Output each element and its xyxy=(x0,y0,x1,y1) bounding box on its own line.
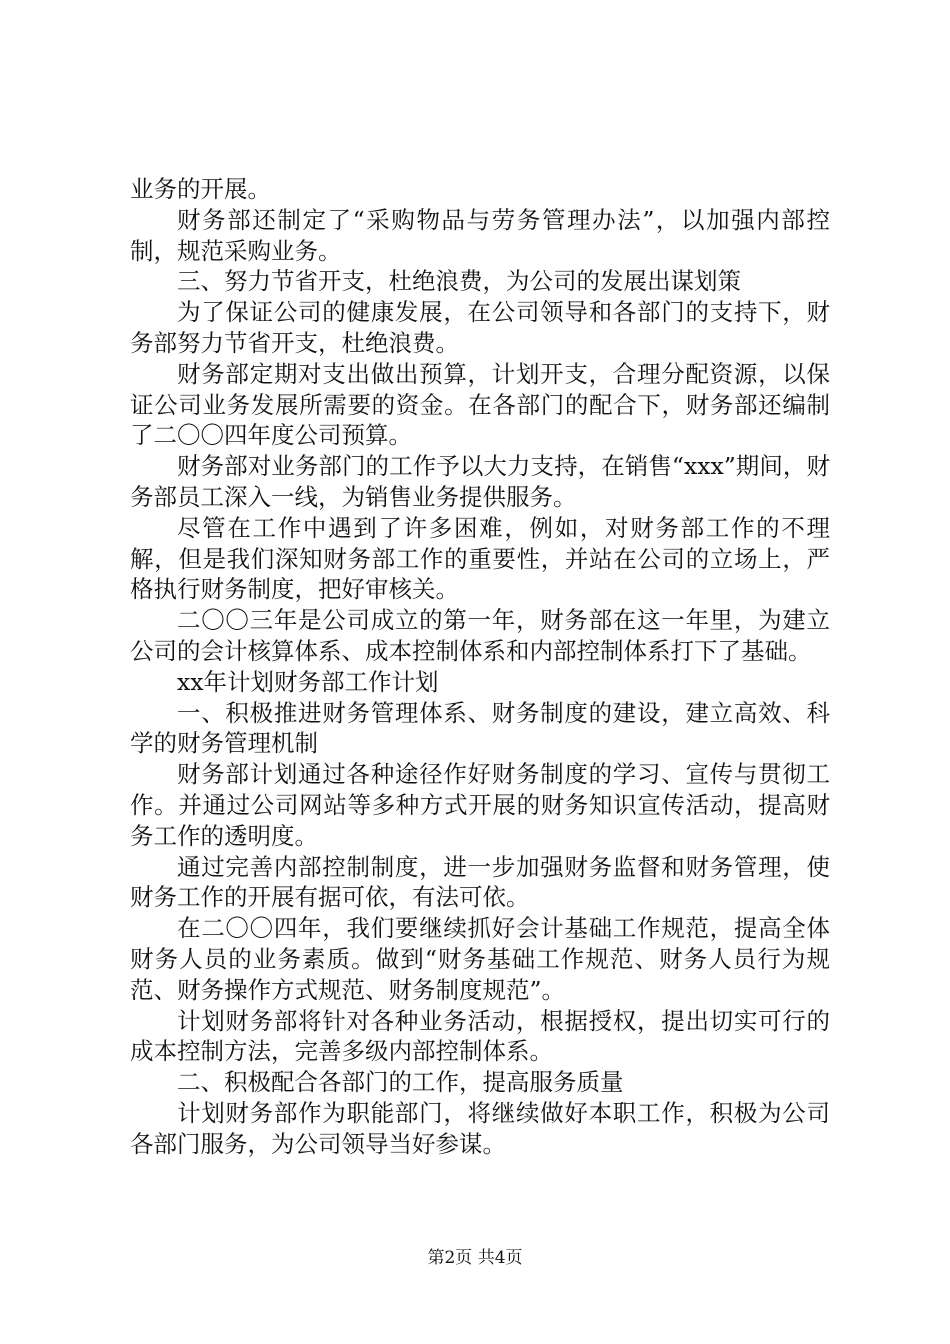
section-heading: 一、积极推进财务管理体系、财务制度的建设，建立高效、科学的财务管理机制 xyxy=(130,698,830,758)
page-number: 第2页 共4页 xyxy=(427,1248,523,1268)
paragraph: 财务部对业务部门的工作予以大力支持，在销售“xxx”期间，财务部员工深入一线，为销售业务提供服务。 xyxy=(130,452,830,511)
paragraph-continuation: 业务的开展。 xyxy=(130,175,271,203)
paragraph: 计划财务部作为职能部门，将继续做好本职工作，积极为公司各部门服务，为公司领导当好参谋。 xyxy=(130,1098,830,1158)
paragraph: 通过完善内部控制制度，进一步加强财务监督和财务管理，使财务工作的开展有据可依，有法可依。 xyxy=(130,852,830,912)
paragraph: 二〇〇三年是公司成立的第一年，财务部在这一年里，为建立公司的会计核算体系、成本控制体系和内部控制体系打下了基础。 xyxy=(130,606,830,665)
section-heading: 二、积极配合各部门的工作，提高服务质量 xyxy=(177,1068,624,1097)
plan-title: xx年计划财务部工作计划 xyxy=(177,667,439,696)
page-footer xyxy=(0,1243,950,1268)
paragraph: 尽管在工作中遇到了许多困难，例如，对财务部工作的不理解，但是我们深知财务部工作的重要性，并站在公司的立场上，严格执行财务制度，把好审核关。 xyxy=(130,513,830,604)
paragraph: 财务部计划通过各种途径作好财务制度的学习、宣传与贯彻工作。并通过公司网站等多种方式开展的财务知识宣传活动，提高财务工作的透明度。 xyxy=(130,760,830,850)
document-body xyxy=(130,174,830,1160)
paragraph: 财务部定期对支出做出预算，计划开支，合理分配资源，以保证公司业务发展所需要的资金。在各部门的配合下，财务部还编制了二〇〇四年度公司预算。 xyxy=(130,359,830,450)
section-heading: 三、努力节省开支，杜绝浪费，为公司的发展出谋划策 xyxy=(177,267,741,296)
paragraph: 财务部还制定了“采购物品与劳务管理办法”，以加强内部控制，规范采购业务。 xyxy=(130,205,830,265)
paragraph: 计划财务部将针对各种业务活动，根据授权，提出切实可行的成本控制方法，完善多级内部控制体系。 xyxy=(130,1006,830,1066)
paragraph: 为了保证公司的健康发展，在公司领导和各部门的支持下，财务部努力节省开支，杜绝浪费。 xyxy=(130,298,830,357)
paragraph: 在二〇〇四年，我们要继续抓好会计基础工作规范，提高全体财务人员的业务素质。做到“财务基础工作规范、财务人员行为规范、财务操作方式规范、财务制度规范”。 xyxy=(130,914,830,1004)
